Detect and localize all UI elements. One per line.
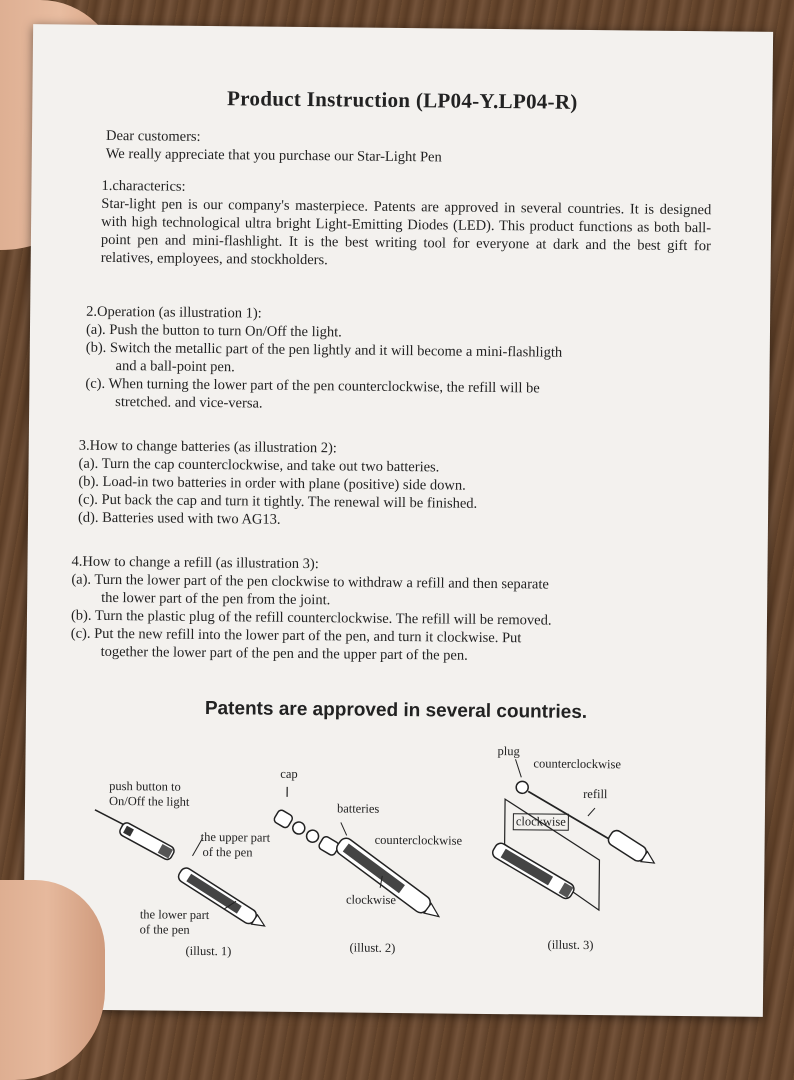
- illus1-push-button-line1: push button to: [109, 778, 181, 794]
- section2-c-cont: stretched. and vice-versa.: [115, 394, 263, 412]
- section4-a-cont: the lower part of the pen from the joint.: [101, 589, 331, 609]
- section4-heading: 4.How to change a refill (as illustration 3):: [71, 553, 319, 573]
- section2-heading: 2.Operation (as illustration 1):: [86, 303, 262, 322]
- illus2-cap-label: cap: [280, 766, 298, 781]
- document-title: Product Instruction (LP04-Y.LP04-R): [226, 86, 578, 114]
- section-batteries: [78, 437, 719, 534]
- section2-c: (c). When turning the lower part of the pen counterclockwise, the refill will be: [85, 375, 540, 397]
- intro-block: [106, 127, 726, 169]
- section3-b: (b). Load-in two batteries in order with plane (positive) side down.: [78, 473, 466, 494]
- intro-line: We really appreciate that you purchase our Star-Light Pen: [105, 145, 442, 166]
- section3-d: (d). Batteries used with two AG13.: [77, 509, 281, 528]
- section1-heading: 1.characterics:: [101, 177, 186, 195]
- illus1-push-button-label: [109, 779, 190, 810]
- instruction-sheet: [23, 24, 773, 1017]
- illus1-upper-line2: of the pen: [202, 844, 253, 860]
- section4-a: (a). Turn the lower part of the pen clockwise to withdraw a refill and then separate: [71, 571, 549, 593]
- section4-c: (c). Put the new refill into the lower part of the pen, and turn it clockwise. Put: [70, 625, 522, 647]
- section3-c: (c). Put back the cap and turn it tightly. The renewal will be finished.: [78, 491, 478, 512]
- section-refill: [71, 553, 737, 668]
- illus1-lower-line1: the lower part: [139, 907, 210, 923]
- illus3-caption: (illust. 3): [547, 937, 594, 953]
- illus1-upper-label: [200, 830, 270, 861]
- section2-b-cont: and a ball-point pen.: [115, 358, 235, 376]
- section2-b: (b). Switch the metallic part of the pen lightly and it will become a mini-flashligth: [85, 339, 563, 361]
- section2-a: (a). Push the button to turn On/Off the light.: [85, 321, 342, 341]
- thumb-bottom: [0, 880, 105, 1080]
- illus3-plug-label: plug: [497, 744, 520, 759]
- section1-body: Star-light pen is our company's masterpiece. Patents are approved in several countries. It is designed with high technological ultra bright Light-Emitting Diodes (LED). This product functions as both ball-point pen and mini-flashlight. It is the best writing tool for everyone at dark and the best gift for relatives, employees, and stockholders.: [100, 195, 712, 269]
- section3-heading: 3.How to change batteries (as illustration 2):: [78, 437, 337, 457]
- illus1-push-button-line2: On/Off the light: [108, 793, 190, 809]
- illus2-cw-label: clockwise: [345, 892, 397, 907]
- patent-banner: Patents are approved in several countries.: [204, 697, 588, 723]
- section4-c-cont: together the lower part of the pen and the upper part of the pen.: [100, 643, 468, 664]
- illus2-ccw-label: counterclockwise: [374, 832, 463, 848]
- illus3-pen-drawing: [490, 759, 660, 911]
- illus1-lower-line2: of the pen: [139, 922, 190, 937]
- greeting: Dear customers:: [105, 127, 201, 145]
- illus3-refill-label: refill: [583, 786, 608, 802]
- illus3-cw-label: clockwise: [513, 813, 569, 831]
- illus1-caption: (illust. 1): [185, 943, 232, 959]
- section3-a: (a). Turn the cap counterclockwise, and take out two batteries.: [78, 455, 440, 476]
- illus2-batteries-label: batteries: [336, 801, 380, 816]
- section4-b: (b). Turn the plastic plug of the refill counterclockwise. The refill will be removed.: [70, 607, 552, 629]
- section-characterics: [101, 177, 712, 273]
- illus1-lower-label: [140, 907, 210, 938]
- section-operation: [85, 303, 726, 418]
- illus1-upper-line1: the upper part: [200, 829, 271, 845]
- illus2-caption: (illust. 2): [349, 940, 396, 955]
- illus3-ccw-label: counterclockwise: [533, 756, 622, 772]
